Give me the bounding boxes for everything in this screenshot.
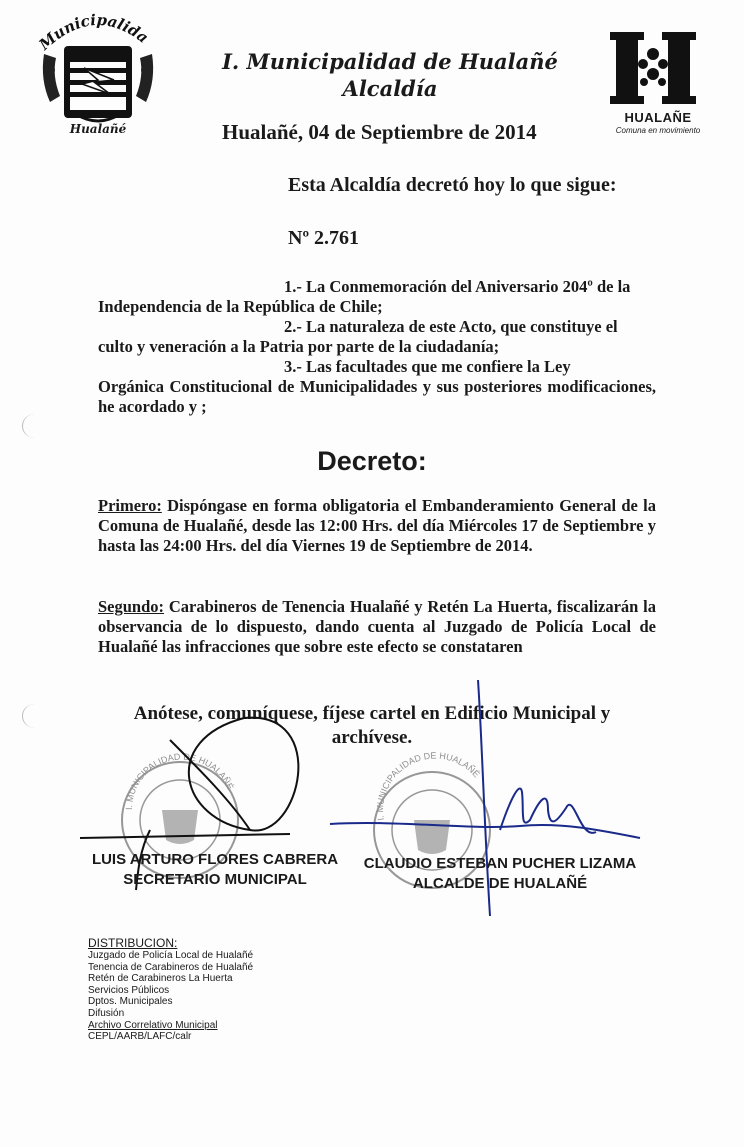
distribution-item: CEPL/AARB/LAFC/calr xyxy=(88,1031,192,1043)
h-logo-icon xyxy=(606,30,710,106)
distribution-item: Archivo Correlativo Municipal xyxy=(88,1019,218,1031)
considerando-2-rest: culto y veneración a la Patria por parte de la ciudadanía; xyxy=(98,337,500,356)
intro-statement: Esta Alcaldía decretó hoy lo que sigue: xyxy=(288,174,617,196)
seal-text-top: Municipalida xyxy=(36,10,152,54)
decreto-heading: Decreto: xyxy=(317,446,427,476)
stamp-alcalde-text: I. MUNICIPALIDAD DE HUALAÑÉ xyxy=(375,750,482,822)
distribution-item: Juzgado de Policía Local de Hualañé xyxy=(88,950,254,961)
stamp-secretario-text: I. MUNICIPALIDAD DE HUALAÑÉ xyxy=(123,751,236,811)
signatory-alcalde-name: CLAUDIO ESTEBAN PUCHER LIZAMA xyxy=(363,855,637,872)
distribution-item: Tenencia de Carabineros de Hualañé xyxy=(88,961,254,973)
seal-text-bottom: Hualañé xyxy=(69,122,127,136)
distribution-item: Dptos. Municipales xyxy=(88,996,173,1008)
signatory-secretario xyxy=(80,850,350,890)
punch-hole-bottom xyxy=(22,704,47,728)
considerando-1-head: 1.- La Conmemoración del Aniversario 204º de la xyxy=(284,277,631,296)
considerando-2 xyxy=(98,317,656,357)
brand-name: HUALAÑE xyxy=(624,110,692,125)
hualane-brand-logo xyxy=(606,30,710,138)
distribution-title: DISTRIBUCION: xyxy=(88,936,178,950)
distribution-list xyxy=(88,936,253,1043)
considerandos xyxy=(98,277,656,417)
primero-paragraph xyxy=(98,496,656,556)
distribution-item: Servicios Públicos xyxy=(88,984,170,996)
municipal-seal xyxy=(36,10,160,138)
decree-number: Nº 2.761 xyxy=(288,227,360,249)
primero-text: Dispóngase en forma obligatoria el Embanderamiento General de la Comuna de Hualañé, desde las 12:00 Hrs. del día Miércoles 17 de Septiembre y hasta las 24:00 Hrs. del día Viernes 19 de Septiembre de 2014. xyxy=(98,496,656,555)
signatory-secretario-role: SECRETARIO MUNICIPAL xyxy=(123,871,307,888)
header-title xyxy=(200,48,580,102)
signatory-alcalde xyxy=(350,854,650,894)
document-date: Hualañé, 04 de Septiembre de 2014 xyxy=(222,120,537,144)
segundo-paragraph xyxy=(98,597,656,657)
brand-tagline: Comuna en movimiento xyxy=(615,126,701,135)
signatory-secretario-name: LUIS ARTURO FLORES CABRERA xyxy=(91,851,339,868)
primero-label: Primero: xyxy=(98,496,162,515)
distribution-item: Retén de Carabineros La Huerta xyxy=(88,973,233,985)
punch-hole-top xyxy=(22,414,47,438)
considerando-3-rest: Orgánica Constitucional de Municipalidades y sus posteriores modificaciones, he acordado y ; xyxy=(98,377,656,416)
svg-text:I. MUNICIPALIDAD DE HUALAÑÉ xyxy=(124,751,235,810)
segundo-text: Carabineros de Tenencia Hualañé y Retén La Huerta, fiscalizarán la observancia de lo dispuesto, dando cuenta al Juzgado de Policía Local de Hualañé las infracciones que sobre este efecto se constataren xyxy=(98,597,656,656)
distribution-item: Difusión xyxy=(88,1007,125,1019)
closing-line2: archívese. xyxy=(331,727,413,748)
considerando-3-head: 3.- Las facultades que me confiere la Ley xyxy=(284,357,571,376)
signatory-alcalde-role: ALCALDE DE HUALAÑÉ xyxy=(412,875,588,892)
considerando-3 xyxy=(98,357,656,417)
considerando-2-head: 2.- La naturaleza de este Acto, que constituye el xyxy=(284,317,618,336)
closing-line1: Anótese, comuníquese, fíjese cartel en Edificio Municipal y xyxy=(133,703,611,724)
segundo-label: Segundo: xyxy=(98,597,165,616)
svg-text:I. MUNICIPALIDAD DE HUALAÑÉ xyxy=(375,750,482,821)
header-title-line2: Alcaldía xyxy=(342,76,438,101)
considerando-1-rest: Independencia de la República de Chile; xyxy=(98,297,383,316)
header-title-line1: I. Municipalidad de Hualañé xyxy=(222,49,558,74)
considerando-1 xyxy=(98,277,656,317)
